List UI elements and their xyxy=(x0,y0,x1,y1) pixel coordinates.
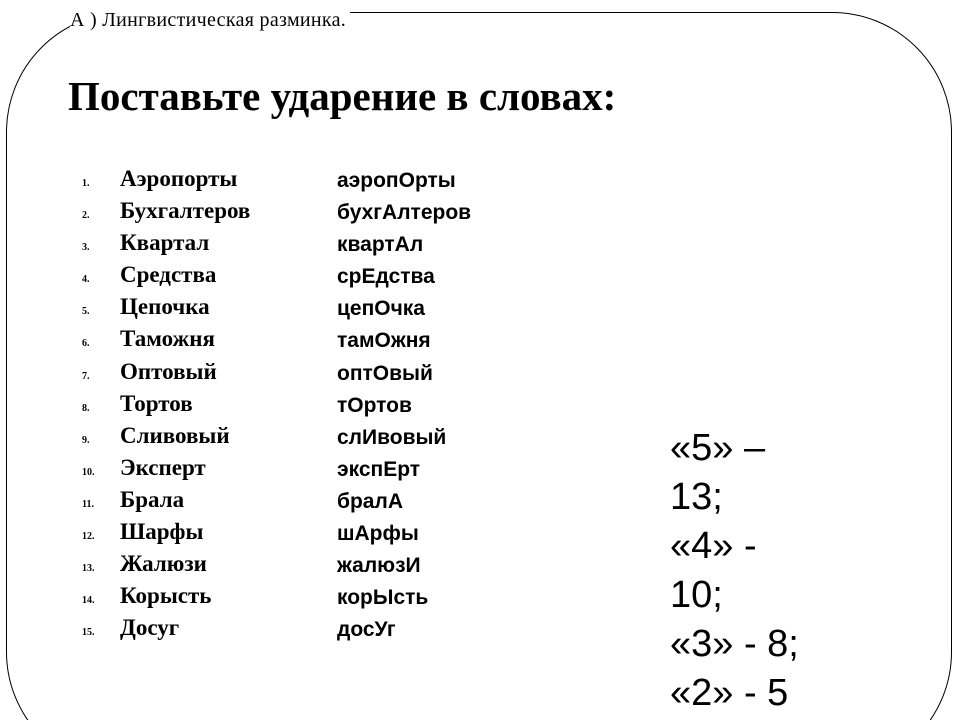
item-word: Квартал xyxy=(120,230,210,256)
item-word: Шарфы xyxy=(120,519,204,545)
item-word: Брала xyxy=(120,486,185,512)
answer-item: аэропОрты xyxy=(337,169,456,192)
item-word: Оптовый xyxy=(120,358,217,384)
answer-item: слИвовый xyxy=(337,425,447,449)
item-word: Цепочка xyxy=(120,294,210,320)
answer-list xyxy=(337,166,471,647)
grade-line: «2» - 5 xyxy=(670,672,789,714)
item-number: 6. xyxy=(82,338,90,350)
item-number: 10. xyxy=(82,466,95,478)
item-word: Бухгалтеров xyxy=(120,198,251,224)
grading-scale xyxy=(670,424,799,718)
grade-line: «5» – xyxy=(670,427,766,469)
item-number: 2. xyxy=(82,210,90,222)
item-word: Корысть xyxy=(120,583,212,609)
grade-line: 13; xyxy=(670,476,723,518)
answer-item: экспЕрт xyxy=(337,457,421,481)
item-number: 7. xyxy=(82,370,90,382)
answer-item: бралА xyxy=(337,489,403,513)
grade-line: «4» - xyxy=(670,525,757,567)
item-number: 12. xyxy=(82,531,95,543)
item-number: 14. xyxy=(82,595,95,607)
item-number: 11. xyxy=(82,498,94,510)
answer-item: бухгАлтеров xyxy=(337,201,472,225)
answer-item: тОртов xyxy=(337,393,412,417)
answer-item: оптОвый xyxy=(337,361,433,385)
item-number: 15. xyxy=(82,627,95,639)
answer-item: цепОчка xyxy=(337,297,425,321)
slide-title: Поставьте ударение в словах: xyxy=(68,73,617,119)
answer-item: жалюзИ xyxy=(337,554,421,578)
item-number: 5. xyxy=(82,306,90,318)
grade-line: «3» - 8; xyxy=(670,623,799,665)
item-number: 13. xyxy=(82,563,95,575)
item-word: Таможня xyxy=(120,326,215,352)
answer-item: досУг xyxy=(337,618,396,642)
item-number: 1. xyxy=(82,178,90,189)
item-number: 9. xyxy=(82,434,90,446)
item-number: 3. xyxy=(82,242,90,254)
answer-item: корЫсть xyxy=(337,586,429,610)
item-word: Эксперт xyxy=(120,454,206,480)
answer-item: шАрфы xyxy=(337,522,419,546)
item-word: Досуг xyxy=(120,615,180,641)
grade-line: 10; xyxy=(670,574,723,616)
item-word: Средства xyxy=(120,262,217,288)
item-word: Аэропорты xyxy=(120,166,238,191)
slide-subtitle: А ) Лингвистическая разминка. xyxy=(70,9,350,32)
item-word: Сливовый xyxy=(120,422,230,448)
item-number: 8. xyxy=(82,402,90,414)
item-word: Жалюзи xyxy=(120,551,207,577)
item-word: Тортов xyxy=(120,390,193,416)
answer-item: срЕдства xyxy=(337,265,435,289)
answer-item: квартАл xyxy=(337,233,424,257)
answer-item: тамОжня xyxy=(337,329,431,353)
item-number: 4. xyxy=(82,274,90,286)
